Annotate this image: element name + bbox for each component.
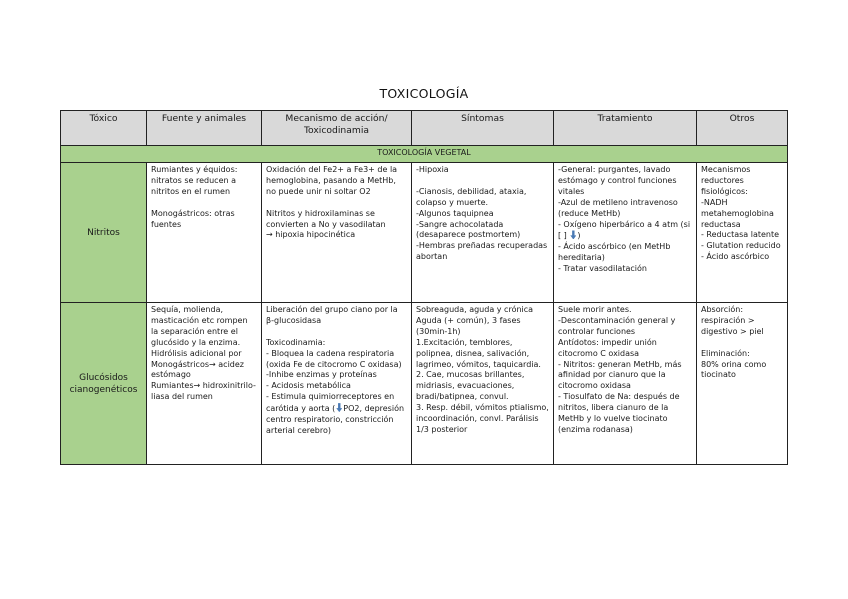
- header-otros: Otros: [697, 111, 788, 146]
- page-title: TOXICOLOGÍA: [379, 86, 469, 101]
- table-row: [61, 163, 788, 303]
- tratamiento-cell: Suele morir antes. -Descontaminación general y controlar funciones Antídotos: impedir unión citocromo C oxidasa - Nitritos: generan MetHb, más afinidad por cianuro que la citocromo oxidasa - Tiosulfato de Na: después de nitritos, libera cianuro de la MetHb y lo vuelve tiocinato (enzima rodanasa): [554, 303, 697, 465]
- arrow-down-icon: [336, 403, 342, 412]
- table-row: [61, 303, 788, 465]
- section-row: [61, 146, 788, 163]
- header-row: [61, 111, 788, 146]
- toxicology-table: [60, 110, 788, 465]
- sintomas-cell: -Hipoxia -Cianosis, debilidad, ataxia, colapso y muerte. -Algunos taquipnea -Sangre achocolatada (desaparece postmortem) -Hembras preñadas recuperadas abortan: [412, 163, 554, 303]
- fuente-cell: Rumiantes y équidos: nitratos se reducen a nitritos en el rumen Monogástricos: otras fuentes: [147, 163, 262, 303]
- header-fuente: Fuente y animales: [147, 111, 262, 146]
- header-tratamiento: Tratamiento: [554, 111, 697, 146]
- sintomas-cell: Sobreaguda, aguda y crónica Aguda (+ común), 3 fases (30min-1h) 1.Excitación, temblores, polipnea, disnea, salivación, lagrimeo, vómitos, taquicardia. 2. Cae, mucosas brillantes, midriasis, evacuaciones, bradi/batipnea, convul. 3. Resp. débil, vómitos ptialismo, incoordinación, convl. Parálisis 1/3 posterior: [412, 303, 554, 465]
- fuente-cell: Sequía, molienda, masticación etc rompen la separación entre el glucósido y la enzima. Hidrólisis adicional por Monogástricos→ acidez estómago Rumiantes→ hidroxinitrilo-liasa del rumen: [147, 303, 262, 465]
- header-toxico: Tóxico: [61, 111, 147, 146]
- header-sintomas: Síntomas: [412, 111, 554, 146]
- tratamiento-text-a: -General: purgantes, lavado estómago y control funciones vitales -Azul de metileno intravenoso (reduce MetHb) - Oxígeno hiperbárico a 4 atm (si [ ]: [558, 165, 691, 241]
- arrow-down-icon: [570, 230, 576, 239]
- mecanismo-cell: [262, 303, 412, 465]
- header-mecanismo: Mecanismo de acción/ Toxicodinamia: [262, 111, 412, 146]
- mecanismo-cell: Oxidación del Fe2+ a Fe3+ de la hemoglobina, pasando a MetHb, no puede unir ni soltar O2 Nitritos y hidroxilaminas se convierten a No y vasodilatan → hipoxia hipocinética: [262, 163, 412, 303]
- otros-cell: Mecanismos reductores fisiológicos: -NADH metahemoglobina reductasa - Reductasa latente - Glutation reducido - Ácido ascórbico: [697, 163, 788, 303]
- tratamiento-text-b: ) - Ácido ascórbico (en MetHb hereditaria) - Tratar vasodilatación: [558, 231, 671, 274]
- mecanismo-text-a: Liberación del grupo ciano por la β-glucosidasa Toxicodinamia: - Bloquea la cadena respiratoria (oxida Fe de citocromo C oxidasa) -Inhibe enzimas y proteínas - Acidosis metabólica - Estimula quimiorreceptores en carótida y aorta (: [266, 305, 402, 414]
- tratamiento-cell: [554, 163, 697, 303]
- toxic-name-glucosidos: Glucósidos cianogenéticos: [61, 303, 147, 465]
- otros-cell: Absorción: respiración > digestivo > piel Eliminación: 80% orina como tiocinato: [697, 303, 788, 465]
- mecanismo-text-b: PO2, depresión centro respiratorio, constricción arterial cerebro): [266, 404, 405, 435]
- toxic-name-nitritos: Nitritos: [61, 163, 147, 303]
- section-title: TOXICOLOGÍA VEGETAL: [61, 146, 788, 163]
